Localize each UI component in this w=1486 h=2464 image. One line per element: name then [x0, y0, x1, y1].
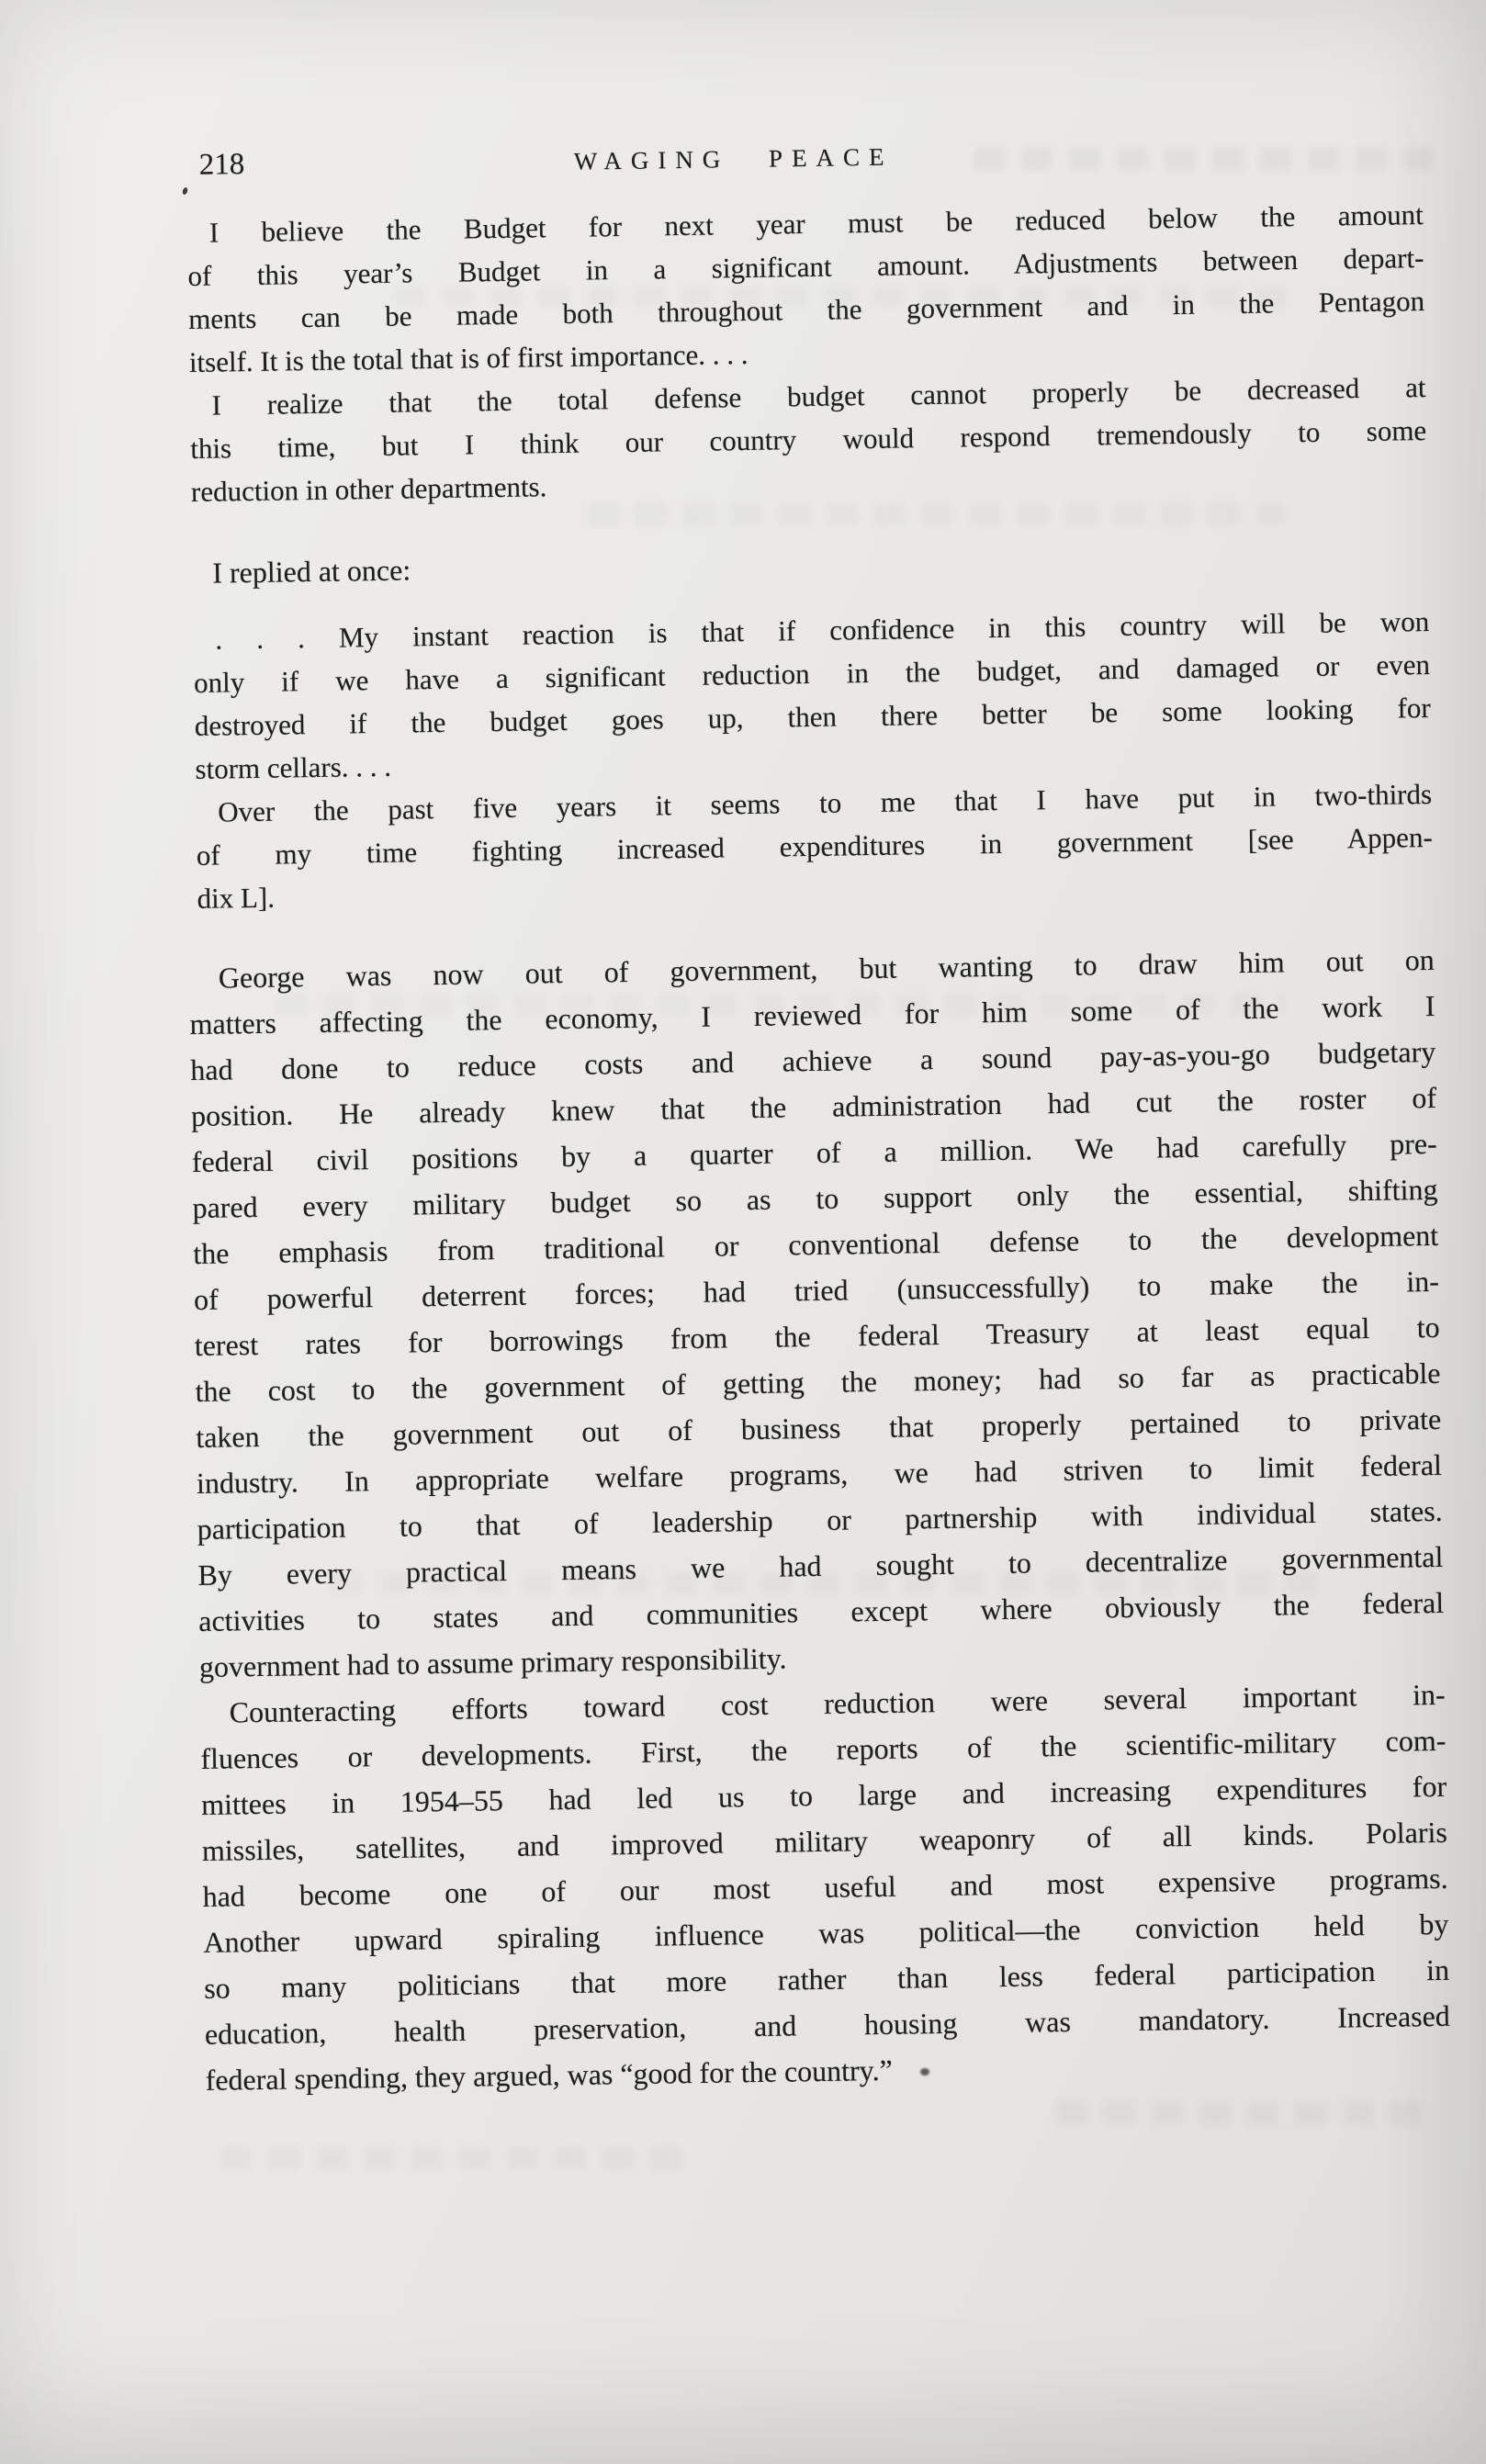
text-column	[176, 129, 1450, 2103]
page-header	[176, 129, 1423, 198]
text-line: of this year’s Budget in a significant amount. Adjustments between depart-	[187, 242, 1424, 292]
text-line: missiles, satellites, and improved military weaponry of all kinds. Polaris	[201, 1815, 1448, 1867]
text-line: of my time fighting increased expenditures in government [see Appen-	[196, 820, 1433, 872]
text-line: George was now out of government, but wanting to draw him out on	[218, 942, 1435, 995]
text-line: participation to that of leadership or partnership with individual states.	[197, 1493, 1443, 1546]
text-line: this time, but I think our country would respond tremendously to some	[190, 414, 1427, 465]
text-line: mittees in 1954–55 had led us to large and increasing expenditures for	[200, 1769, 1447, 1821]
text-line: terest rates for borrowings from the federal Treasury at least equal to	[194, 1310, 1440, 1363]
text-line: I believe the Budget for next year must be reduced below the amount	[208, 198, 1424, 249]
text-line: government had to assume primary responsibility.	[198, 1641, 787, 1683]
paragraph	[189, 366, 1427, 513]
text-line: Another upward spiraling influence was political—the conviction held by	[203, 1907, 1449, 1959]
text-line: ments can be made both throughout the government and in the Pentagon	[187, 285, 1425, 335]
text-line: I realize that the total defense budget cannot properly be decreased at	[211, 371, 1426, 422]
text-line: so many politicians that more rather than less federal participation in	[203, 1952, 1450, 2005]
quoted-memo	[177, 193, 1427, 513]
paragraph	[186, 193, 1425, 384]
text-line: storm cellars. . . .	[195, 749, 392, 785]
paragraph	[199, 1671, 1451, 2103]
text-line: Over the past five years it seems to me that I have put in two-thirds	[217, 777, 1433, 828]
text-line: of powerful deterrent forces; had tried (unsuccessfully) to make the in-	[193, 1264, 1440, 1317]
text-line: had done to reduce costs and achieve a sound pay-as-you-go budgetary	[190, 1034, 1436, 1087]
text-line: the cost to the government of getting the money; had so far as practicable	[195, 1356, 1441, 1409]
narrative	[188, 937, 1450, 2103]
paragraph	[183, 532, 1429, 596]
text-line: Counteracting efforts toward cost reduction were several important in-	[229, 1677, 1446, 1729]
text-line: reduction in other departments.	[190, 470, 547, 508]
text-line: matters affecting the economy, I reviewed for him some of the work I	[189, 988, 1435, 1041]
show-through-smudge	[220, 2147, 698, 2169]
text-line: had become one of our most useful and most expensive programs.	[202, 1861, 1448, 1913]
text-line: By every practical means we had sought to decentralize governmental	[197, 1539, 1444, 1592]
text-line: activities to states and communities except where obviously the federal	[197, 1585, 1445, 1637]
paragraph	[193, 600, 1432, 791]
quoted-reply	[184, 600, 1434, 920]
text-line: only if we have a significant reduction in the budget, and damaged or even	[193, 647, 1431, 699]
text-line: pared every military budget so as to support only the essential, shifting	[192, 1172, 1438, 1225]
page-number: 218	[198, 148, 245, 182]
text-line: dix L].	[197, 881, 276, 915]
show-through-smudge	[1056, 2101, 1424, 2125]
text-line: federal civil positions by a quarter of a million. We had carefully pre-	[191, 1126, 1437, 1179]
paragraph	[188, 937, 1445, 1690]
text-line: position. He already knew that the administration had cut the roster of	[190, 1080, 1437, 1133]
text-line: destroyed if the budget goes up, then there better be some looking for	[194, 691, 1431, 742]
text-line: fluences or developments. First, the reports of the scientific-military com-	[200, 1723, 1447, 1775]
text-line: education, health preservation, and housing was mandatory. Increased	[204, 1998, 1451, 2051]
text-line: taken the government out of business that properly pertained to private	[196, 1401, 1442, 1454]
text-line: the emphasis from traditional or conventional defense to the development	[193, 1218, 1439, 1271]
text-line: federal spending, they argued, was “good for the country.”	[205, 2053, 894, 2097]
paragraph	[196, 772, 1434, 920]
text-line: . . . My instant reaction is that if confidence in this country will be won	[215, 604, 1430, 656]
text-line: I replied at once:	[212, 553, 411, 590]
text-line: industry. In appropriate welfare programs, we had striven to limit federal	[196, 1447, 1443, 1500]
running-head: WAGING PEACE	[573, 142, 894, 175]
text-line: itself. It is the total that is of first importance. . . .	[188, 337, 749, 378]
text-content	[177, 193, 1450, 2103]
narrative-interjection	[183, 532, 1429, 596]
